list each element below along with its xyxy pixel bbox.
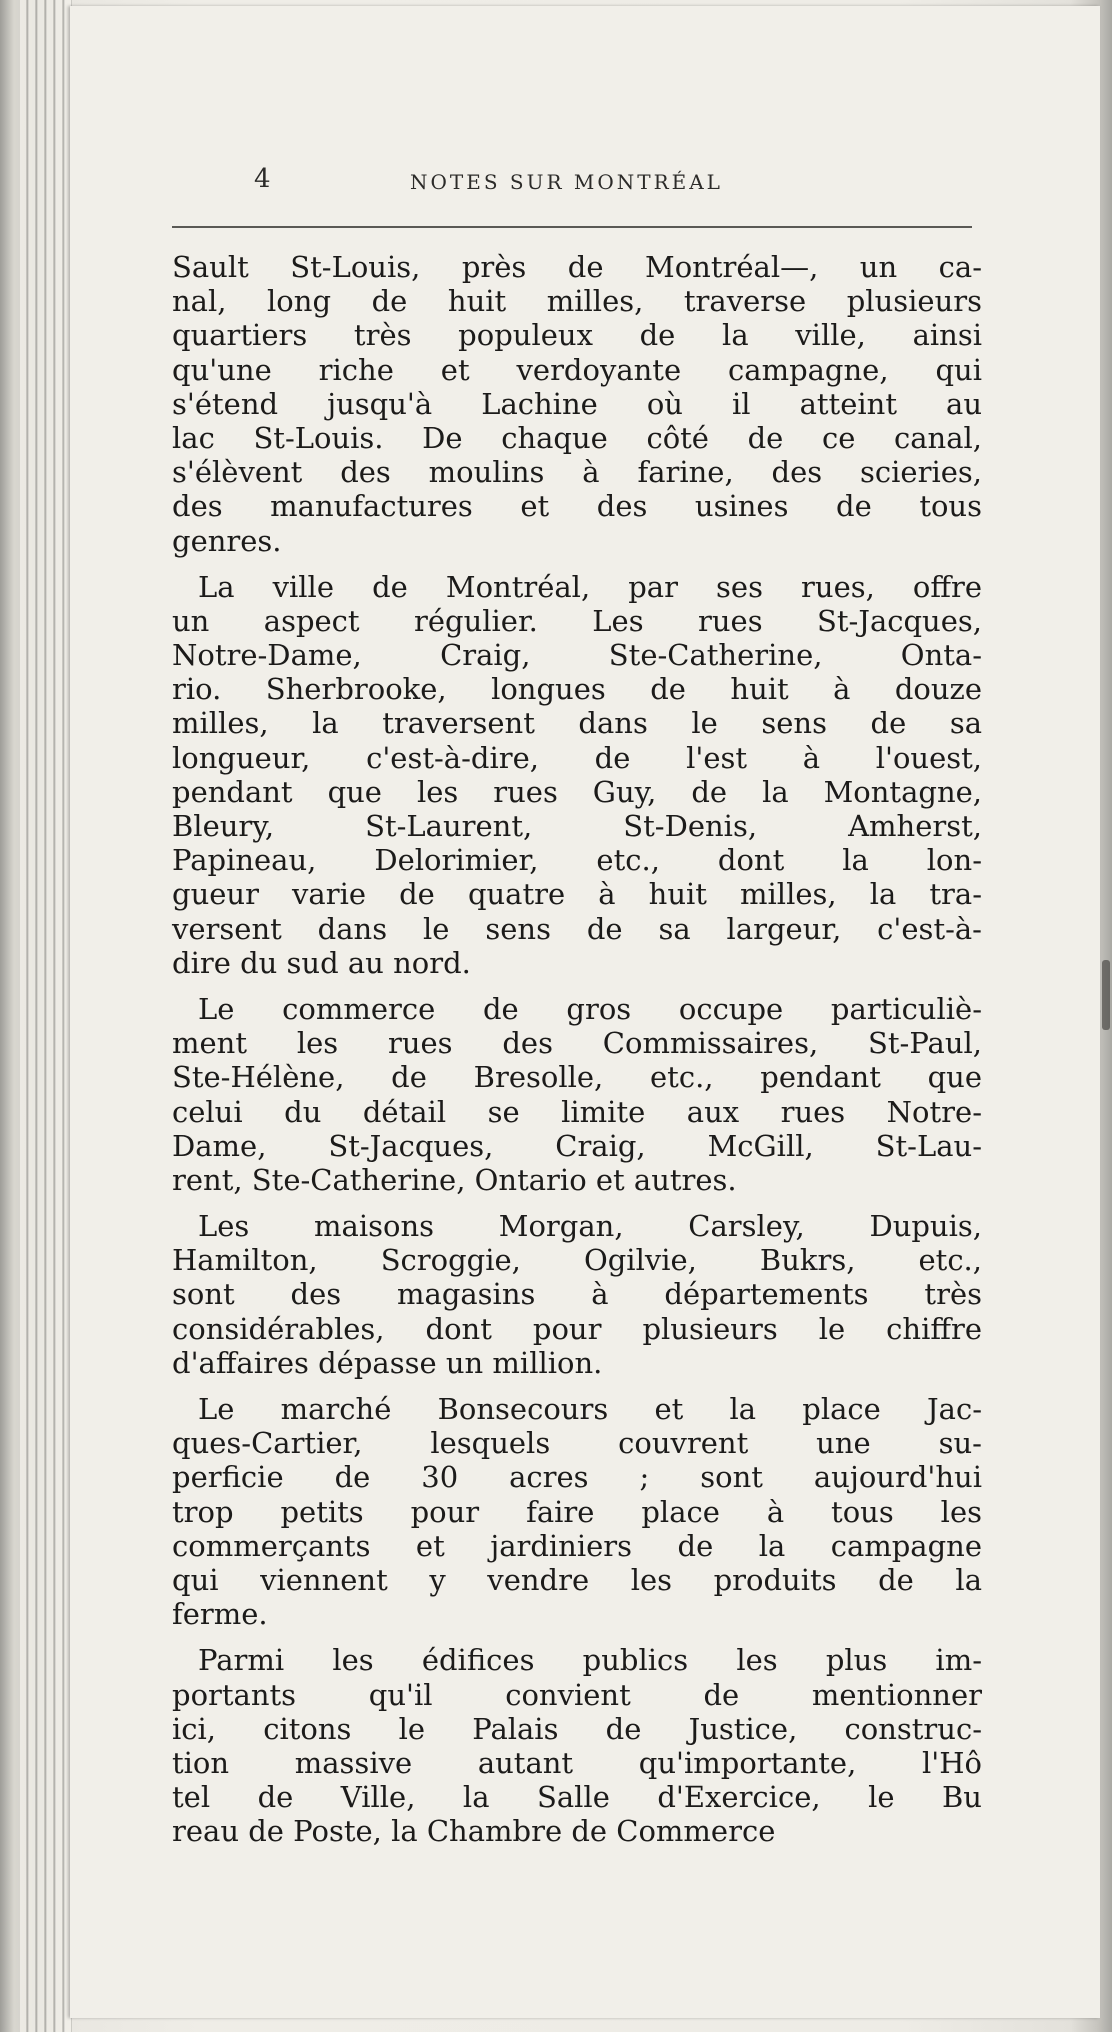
text-line: ques-Cartier, lesquels couvrent une su-	[172, 1426, 982, 1461]
text-line: longueur, c'est-à-dire, de l'est à l'ouest,	[172, 740, 982, 775]
text-line: lac St-Louis. De chaque côté de ce canal,	[172, 420, 982, 455]
text-line: nal, long de huit milles, traverse plusieurs	[172, 284, 982, 319]
text-line: tel de Ville, la Salle d'Exercice, le Bu	[172, 1780, 982, 1815]
text-line: d'affaires dépasse un million.	[172, 1345, 603, 1380]
text-line: gueur varie de quatre à huit milles, la tra-	[172, 877, 982, 912]
text-line: Notre-Dame, Craig, Ste-Catherine, Onta-	[172, 638, 982, 673]
text-line: reau de Poste, la Chambre de Commerce	[172, 1814, 776, 1849]
text-line: commerçants et jardiniers de la campagne	[172, 1528, 982, 1563]
paragraph	[172, 1392, 982, 1631]
text-line: trop petits pour faire place à tous les	[172, 1494, 982, 1529]
text-line: rio. Sherbrooke, longues de huit à douze	[172, 672, 982, 707]
text-line: Le marché Bonsecours et la place Jac-	[198, 1392, 982, 1426]
text-line: pendant que les rues Guy, de la Montagne,	[172, 774, 982, 809]
text-line: s'élèvent des moulins à farine, des scieries,	[172, 455, 982, 490]
text-line: sont des magasins à départements très	[172, 1277, 982, 1312]
text-line: Papineau, Delorimier, etc., dont la lon-	[172, 843, 982, 878]
text-line: perficie de 30 acres ; sont aujourd'hui	[172, 1460, 982, 1495]
text-line: un aspect régulier. Les rues St-Jacques,	[172, 603, 982, 638]
text-line: La ville de Montréal, par ses rues, offre	[198, 569, 982, 604]
text-line: Dame, St-Jacques, Craig, McGill, St-Lau-	[172, 1128, 982, 1163]
text-line: versent dans le sens de sa largeur, c'est-à-	[172, 911, 982, 946]
text-line: ment les rues des Commissaires, St-Paul,	[172, 1026, 982, 1061]
text-line: dire du sud au nord.	[172, 945, 471, 980]
running-title: NOTES SUR MONTRÉAL	[410, 170, 723, 194]
text-line: qui viennent y vendre les produits de la	[172, 1562, 982, 1597]
text-line: milles, la traversent dans le sens de sa	[172, 706, 982, 741]
text-line: Le commerce de gros occupe particuliè-	[198, 991, 982, 1026]
text-line: Bleury, St-Laurent, St-Denis, Amherst,	[172, 809, 982, 843]
paragraph	[172, 1643, 982, 1848]
stacked-page-edges	[20, 0, 72, 2032]
text-line: quartiers très populeux de la ville, ainsi	[172, 318, 982, 353]
running-head	[70, 164, 1100, 204]
text-line: rent, Ste-Catherine, Ontario et autres.	[172, 1162, 737, 1197]
text-line: Sault St-Louis, près de Montréal—, un ca-	[172, 250, 982, 284]
paragraph	[172, 570, 982, 980]
text-line: Ste-Hélène, de Bresolle, etc., pendant que	[172, 1060, 982, 1095]
text-line: Hamilton, Scroggie, Ogilvie, Bukrs, etc.,	[172, 1243, 982, 1278]
paragraph	[172, 992, 982, 1197]
text-line: des manufactures et des usines de tous	[172, 489, 982, 524]
text-line: Les maisons Morgan, Carsley, Dupuis,	[198, 1209, 982, 1244]
text-line: portants qu'il convient de mentionner	[172, 1677, 982, 1712]
paragraph	[172, 250, 982, 558]
text-line: ici, citons le Palais de Justice, construc-	[172, 1711, 982, 1746]
binding-mark	[1102, 960, 1110, 1030]
text-line: tion massive autant qu'importante, l'Hô	[172, 1745, 982, 1780]
text-line: ferme.	[172, 1597, 268, 1632]
text-line: considérables, dont pour plusieurs le chiffre	[172, 1311, 982, 1346]
text-line: celui du détail se limite aux rues Notre-	[172, 1094, 982, 1129]
text-line: Parmi les édifices publics les plus im-	[198, 1643, 982, 1678]
text-line: s'étend jusqu'à Lachine où il atteint au	[172, 386, 982, 421]
text-line: qu'une riche et verdoyante campagne, qui	[172, 352, 982, 387]
body-text	[172, 250, 982, 1860]
header-rule	[172, 226, 972, 228]
paragraph	[172, 1209, 982, 1380]
page-number: 4	[254, 164, 271, 194]
text-line: genres.	[172, 523, 282, 558]
